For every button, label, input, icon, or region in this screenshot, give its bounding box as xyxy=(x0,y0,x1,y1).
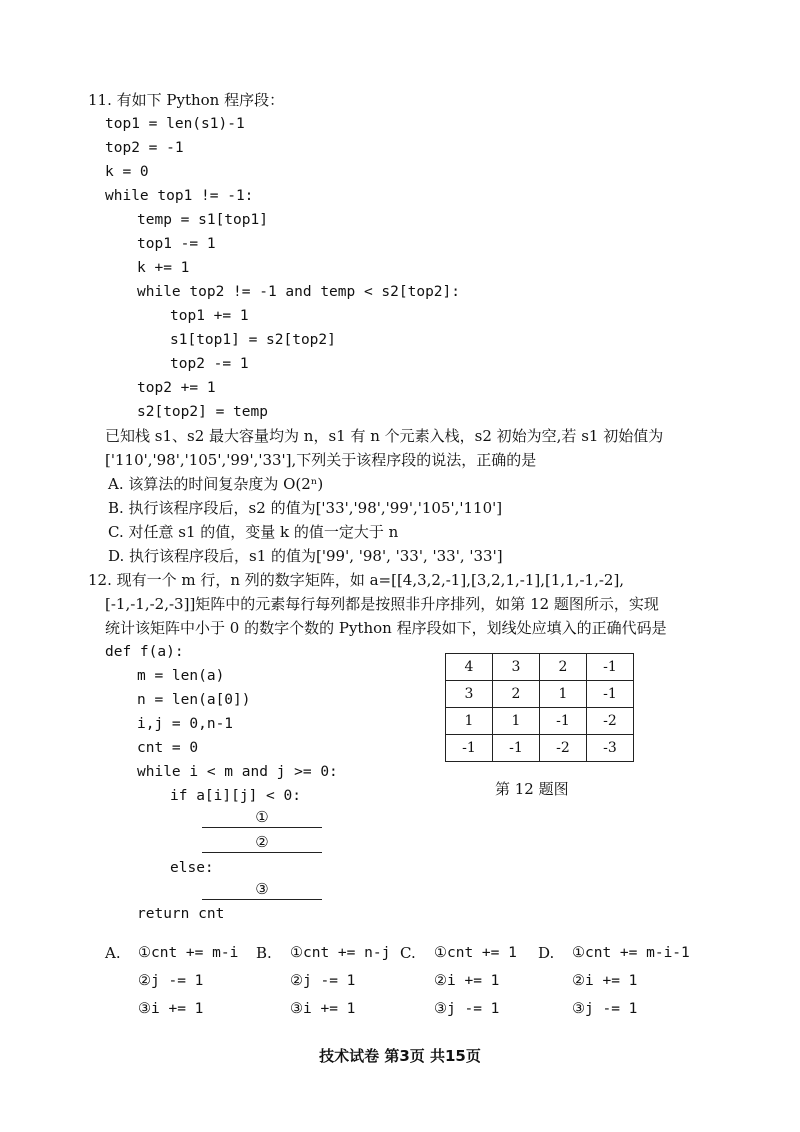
choice-a-line: ②j -= 1 xyxy=(138,973,204,989)
q11-code-line: top1 -= 1 xyxy=(137,236,216,252)
q12-stem: 统计该矩阵中小于 0 的数字个数的 Python 程序段如下，划线处应填入的正确代码是 xyxy=(105,619,667,637)
matrix-cell: 3 xyxy=(446,681,493,708)
matrix-row xyxy=(446,708,634,735)
matrix-cell: -3 xyxy=(587,735,634,762)
choice-a-letter: A. xyxy=(105,944,121,962)
q11-code-line: s2[top2] = temp xyxy=(137,404,268,420)
matrix-cell: 2 xyxy=(493,681,540,708)
q11-stem: 已知栈 s1、s2 最大容量均为 n，s1 有 n 个元素入栈，s2 初始为空,若 s1 初始值为 xyxy=(105,427,664,445)
matrix-cell: -1 xyxy=(540,708,587,735)
matrix-cell: -1 xyxy=(587,681,634,708)
q11-code-line: temp = s1[top1] xyxy=(137,212,268,228)
choice-c-line: ③j -= 1 xyxy=(434,1001,500,1017)
matrix-row xyxy=(446,735,634,762)
q12-code-line: m = len(a) xyxy=(137,668,225,684)
matrix-cell: -2 xyxy=(540,735,587,762)
matrix-cell: 3 xyxy=(493,654,540,681)
matrix-cell: 4 xyxy=(446,654,493,681)
choice-d-line: ①cnt += m-i-1 xyxy=(572,945,690,961)
q12-code-line: n = len(a[0]) xyxy=(137,692,251,708)
choice-c-line: ①cnt += 1 xyxy=(434,945,517,961)
q12-code-line: while i < m and j >= 0: xyxy=(137,764,338,780)
q12-code-line: cnt = 0 xyxy=(137,740,199,756)
matrix-row xyxy=(446,681,634,708)
choice-b-line: ③i += 1 xyxy=(290,1001,356,1017)
q11-code-line: while top1 != -1: xyxy=(105,188,254,204)
matrix-cell: -1 xyxy=(446,735,493,762)
q12-code-line: return cnt xyxy=(137,906,225,922)
choice-d-letter: D. xyxy=(538,944,555,962)
q11-option-b: B. 执行该程序段后，s2 的值为['33','98','99','105','110'] xyxy=(108,499,503,517)
q12-code-line: def f(a): xyxy=(105,644,184,660)
answer-blank-3: ③ xyxy=(202,879,322,900)
figure-caption: 第 12 题图 xyxy=(495,780,569,798)
matrix-cell: 2 xyxy=(540,654,587,681)
choice-c-letter: C. xyxy=(400,944,416,962)
q11-option-a: A. 该算法的时间复杂度为 O(2ⁿ) xyxy=(108,475,324,493)
q11-code-line: top2 -= 1 xyxy=(170,356,249,372)
choice-a-line: ③i += 1 xyxy=(138,1001,204,1017)
choice-b-letter: B. xyxy=(256,944,272,962)
q12-code-line: else: xyxy=(170,860,214,876)
choice-a-line: ①cnt += m-i xyxy=(138,945,239,961)
q11-code-line: top1 = len(s1)-1 xyxy=(105,116,245,132)
choice-d-line: ②i += 1 xyxy=(572,973,638,989)
choice-d-line: ③j -= 1 xyxy=(572,1001,638,1017)
q11-code-line: top2 = -1 xyxy=(105,140,184,156)
q11-title: 11. 有如下 Python 程序段： xyxy=(88,91,285,109)
answer-blank-2: ② xyxy=(202,832,322,853)
matrix-cell: 1 xyxy=(493,708,540,735)
answer-blank-1: ① xyxy=(202,807,322,828)
q11-stem: ['110','98','105','99','33'],下列关于该程序段的说法，正确的是 xyxy=(105,451,537,469)
q11-option-c: C. 对任意 s1 的值，变量 k 的值一定大于 n xyxy=(108,523,399,541)
q12-code-line: if a[i][j] < 0: xyxy=(170,788,301,804)
choice-b-line: ②j -= 1 xyxy=(290,973,356,989)
q11-code-line: top2 += 1 xyxy=(137,380,216,396)
q11-code-line: s1[top1] = s2[top2] xyxy=(170,332,336,348)
q11-code-line: top1 += 1 xyxy=(170,308,249,324)
matrix-row xyxy=(446,654,634,681)
q12-stem: [-1,-1,-2,-3]]矩阵中的元素每行每列都是按照非升序排列，如第 12 题图所示，实现 xyxy=(105,595,659,613)
matrix-cell: -1 xyxy=(493,735,540,762)
q11-code-line: k = 0 xyxy=(105,164,149,180)
q11-code-line: while top2 != -1 and temp < s2[top2]: xyxy=(137,284,461,300)
matrix-cell: 1 xyxy=(540,681,587,708)
page-footer: 技术试卷 第3页 共15页 xyxy=(319,1047,481,1065)
q11-option-d: D. 执行该程序段后，s1 的值为['99', '98', '33', '33', '33'] xyxy=(108,547,503,565)
matrix-cell: 1 xyxy=(446,708,493,735)
q12-code-line: i,j = 0,n-1 xyxy=(137,716,234,732)
q12-stem: 12. 现有一个 m 行，n 列的数字矩阵，如 a=[[4,3,2,-1],[3,2,1,-1],[1,1,-1,-2], xyxy=(88,571,625,589)
matrix-figure xyxy=(445,653,634,762)
choice-b-line: ①cnt += n-j xyxy=(290,945,391,961)
matrix-cell: -2 xyxy=(587,708,634,735)
choice-c-line: ②i += 1 xyxy=(434,973,500,989)
q11-code-line: k += 1 xyxy=(137,260,190,276)
matrix-cell: -1 xyxy=(587,654,634,681)
